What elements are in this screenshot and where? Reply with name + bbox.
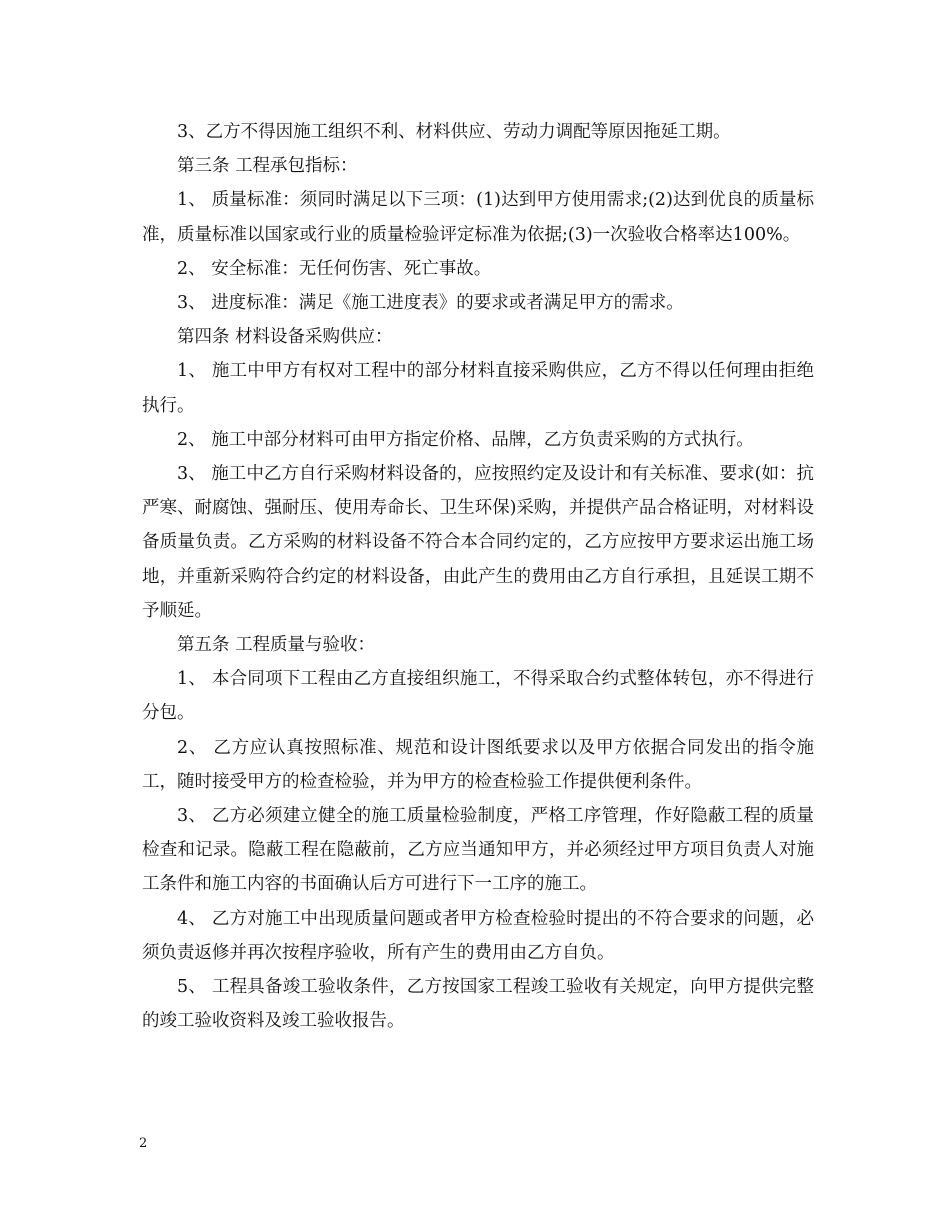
page-number: 2	[139, 1136, 148, 1151]
paragraph-designated-price: 2、 施工中部分材料可由甲方指定价格、品牌，乙方负责采购的方式执行。	[177, 429, 754, 450]
heading-article-5: 第五条 工程质量与验收：	[177, 635, 376, 656]
document-body	[142, 115, 814, 1038]
paragraph-direct-purchase: 1、 施工中甲方有权对工程中的部分材料直接采购供应，乙方不得以任何理由拒绝执行。	[142, 361, 814, 416]
paragraph-self-purchase: 3、 施工中乙方自行采购材料设备的，应按照约定及设计和有关标准、要求(如：抗严寒、耐腐蚀、强耐压、使用寿命长、卫生环保)采购，并提供产品合格证明，对材料设备质量负责。乙方采购的材料设备不符合本合同约定的，乙方应按甲方要求运出施工场地，并重新采购符合约定的材料设备，由此产生的费用由乙方自行承担，且延误工期不予顺延。	[142, 464, 814, 621]
paragraph-follow-standards: 2、 乙方应认真按照标准、规范和设计图纸要求以及甲方依据合同发出的指令施工，随时接受甲方的检查检验，并为甲方的检查检验工作提供便利条件。	[142, 737, 814, 792]
heading-article-3: 第三条 工程承包指标：	[177, 156, 358, 177]
heading-article-4: 第四条 材料设备采购供应：	[177, 327, 393, 348]
paragraph-delay-clause: 3、乙方不得因施工组织不利、材料供应、劳动力调配等原因拖延工期。	[177, 122, 731, 142]
paragraph-no-subcontract: 1、 本合同项下工程由乙方直接组织施工，不得采取合约式整体转包，亦不得进行分包。	[142, 669, 814, 724]
paragraph-quality-inspection: 3、 乙方必须建立健全的施工质量检验制度，严格工序管理，作好隐蔽工程的质量检查和记录。隐蔽工程在隐蔽前，乙方应当通知甲方，并必须经过甲方项目负责人对施工条件和施工内容的书面确认后方可进行下一工序的施工。	[142, 806, 814, 895]
paragraph-completion-acceptance: 5、 工程具备竣工验收条件，乙方按国家工程竣工验收有关规定，向甲方提供完整的竣工验收资料及竣工验收报告。	[142, 977, 814, 1032]
paragraph-safety-standard: 2、 安全标准：无任何伤害、死亡事故。	[177, 258, 492, 279]
paragraph-rework: 4、 乙方对施工中出现质量问题或者甲方检查检验时提出的不符合要求的问题，必须负责返修并再次按程序验收，所有产生的费用由乙方自负。	[142, 908, 814, 963]
paragraph-quality-standard: 1、 质量标准：须同时满足以下三项：(1)达到甲方使用需求;(2)达到优良的质量标准，质量标准以国家或行业的质量检验评定标准为依据;(3)一次验收合格率达100%。	[142, 190, 814, 245]
paragraph-schedule-standard: 3、 进度标准：满足《施工进度表》的要求或者满足甲方的需求。	[177, 293, 684, 314]
